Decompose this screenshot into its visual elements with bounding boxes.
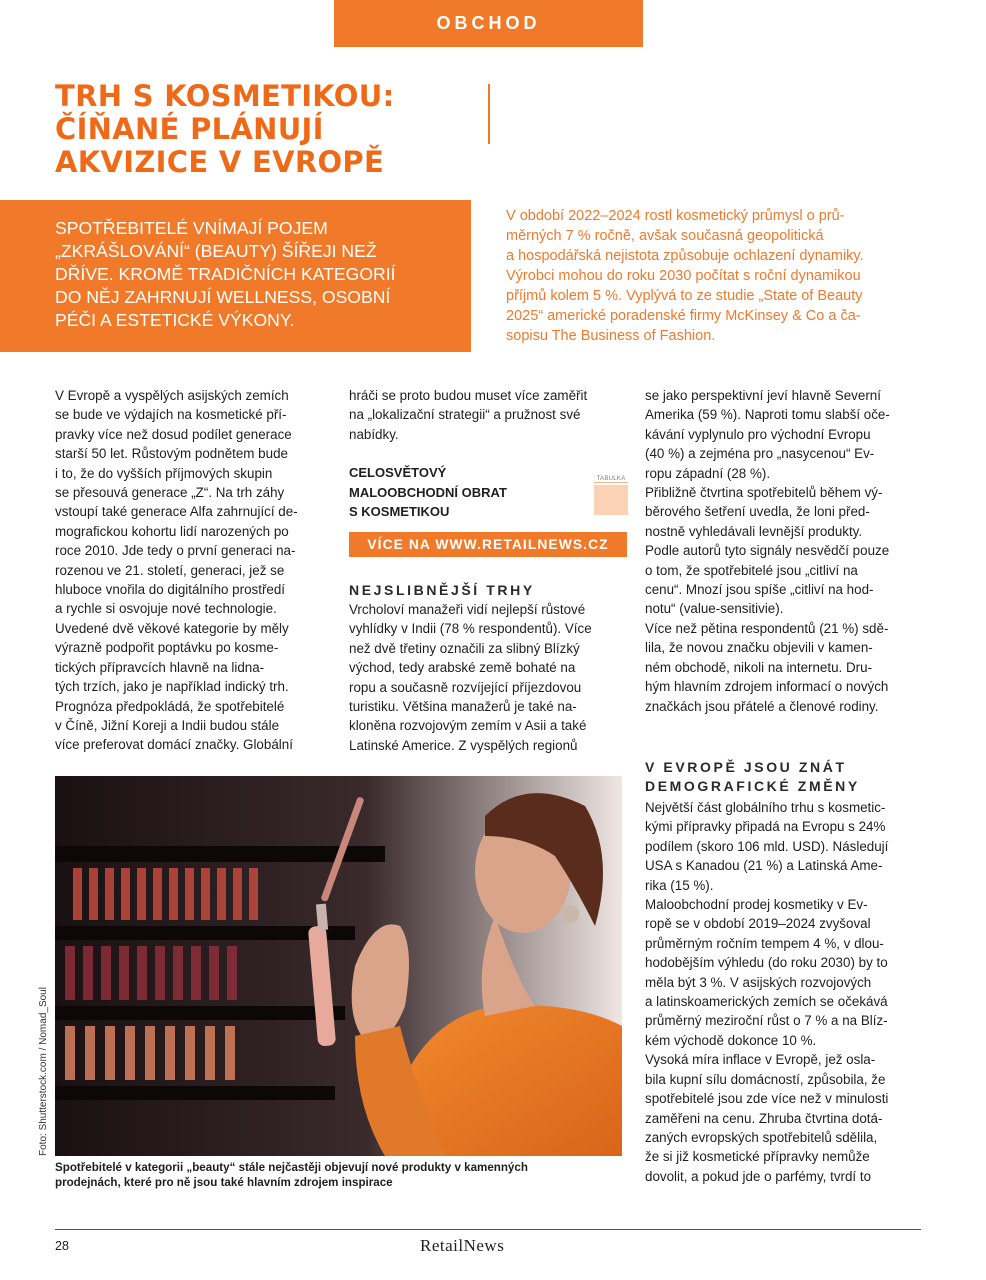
- body-line: měla být 3 %. V asijských rozvojových: [645, 974, 872, 990]
- table-box-title-line: MALOOBCHODNÍ OBRAT: [349, 484, 507, 500]
- body-line: kloněna rozvojovým zemím v Asii a také: [349, 718, 587, 734]
- lead-line: DO NĚJ ZAHRNUJÍ WELLNESS, OSOBNÍ: [55, 287, 391, 307]
- body-line: USA s Kanadou (21 %) a Latinská Ame-: [645, 858, 883, 874]
- headline-line: AKVIZICE V EVROPĚ: [55, 145, 385, 179]
- body-line: ropu západní (28 %).: [645, 465, 771, 481]
- body-line: vyhlídky v Indii (78 % respondentů). Více: [349, 621, 592, 637]
- lead-line: „ZKRÁŠLOVÁNÍ“ (BEAUTY) ŠÍŘEJI NEŽ: [55, 241, 377, 261]
- body-line: Více než pětina respondentů (21 %) sdě-: [645, 620, 889, 636]
- intro-paragraph: [506, 206, 936, 346]
- body-line: ném obchodě, nikoli na internetu. Dru-: [645, 659, 873, 675]
- body-line: ropě se v období 2019–2024 zvyšoval: [645, 916, 871, 932]
- table-box-title: [349, 463, 507, 522]
- lead-box: [0, 200, 471, 352]
- table-box-title-line: S KOSMETIKOU: [349, 504, 450, 520]
- intro-line: sopisu The Business of Fashion.: [506, 328, 716, 344]
- body-line: kými přípravky připadá na Evropu s 24%: [645, 819, 886, 835]
- body-line: kém východě dokonce 10 %.: [645, 1032, 817, 1048]
- subhead-line: NEJSLIBNĚJŠÍ TRHY: [349, 582, 535, 598]
- headline-line: TRH S KOSMETIKOU:: [55, 79, 395, 113]
- body-line: značkách jsou přátelé a členové rodiny.: [645, 698, 879, 714]
- body-line: Latinské Americe. Z vyspělých regionů: [349, 737, 578, 753]
- subhead-europe: [645, 758, 860, 796]
- body-line: zaných evropských spotřebitelů sdělila,: [645, 1129, 878, 1145]
- body-line: se bude ve výdajích na kosmetické pří-: [55, 407, 287, 423]
- body-line: hráči se proto budou muset více zaměřit: [349, 388, 588, 403]
- caption-line: prodejnách, které pro ně jsou také hlavním zdrojem inspirace: [55, 1176, 393, 1189]
- body-line: starší 50 let. Růstovým podnětem bude: [55, 446, 288, 462]
- body-column-1: [55, 386, 298, 755]
- body-line: Vysoká míra inflace v Evropě, jež osla-: [645, 1052, 876, 1068]
- body-line: notu“ (value-sensitivie).: [645, 601, 784, 617]
- intro-line: V období 2022–2024 rostl kosmetický průmysl o prů-: [506, 208, 845, 224]
- body-line: a rychle si osvojuje nové technologie.: [55, 601, 277, 617]
- body-line: rika (15 %).: [645, 877, 714, 893]
- intro-line: příjmů kolem 5 %. Vyplývá to ze studie „State of Beauty: [506, 288, 863, 304]
- table-box-title-line: CELOSVĚTOVÝ: [349, 465, 447, 480]
- section-tab: OBCHOD: [334, 0, 643, 47]
- body-line: průměrný meziroční růst o 7 % a na Blíz-: [645, 1013, 888, 1029]
- body-line: pravky více než dosud podílet generace: [55, 426, 292, 442]
- body-line: hodobějším výhledu (do roku 2030) by to: [645, 955, 888, 971]
- body-line: vstoupí také generace Alfa zahrnující de-: [55, 504, 298, 520]
- photo-caption: [55, 1160, 625, 1190]
- body-line: že si již kosmetické přípravky nemůže: [645, 1149, 870, 1165]
- body-line: (40 %) a zejména pro „nasycenou“ Ev-: [645, 446, 875, 462]
- body-line: Přibližně čtvrtina spotřebitelů během vý-: [645, 485, 883, 501]
- intro-line: 2025“ americké poradenské firmy McKinsey & Co a ča-: [506, 308, 861, 324]
- body-line: ropu a současně rozvíjející příjezdovou: [349, 679, 582, 695]
- body-line: se jako perspektivní jeví hlavně Severní: [645, 388, 881, 403]
- body-line: tých trzích, jako je například indický trh.: [55, 679, 289, 695]
- subhead-line: V EVROPĚ JSOU ZNÁT: [645, 759, 847, 775]
- body-line: v Číně, Jižní Koreji a Indii budou stále: [55, 717, 280, 733]
- footer-divider: [55, 1229, 921, 1230]
- article-photo: [55, 776, 622, 1156]
- page-number: 28: [55, 1239, 69, 1253]
- body-line: tických přípravcích hlavně na lidna-: [55, 659, 265, 675]
- body-column-3-top: [645, 386, 890, 716]
- body-line: hým hlavním zdrojem informací o nových: [645, 679, 889, 695]
- table-tag: TABULKA: [594, 476, 628, 483]
- body-line: hluboce vnořila do digitálního prostředí: [55, 582, 286, 598]
- more-link-button[interactable]: VÍCE NA WWW.RETAILNEWS.CZ: [349, 532, 627, 557]
- body-line: dovolit, a pokud jde o parfémy, tvrdí to: [645, 1168, 872, 1184]
- body-line: Vrcholoví manažeři vidí nejlepší růstové: [349, 602, 586, 617]
- photo-illustration: [55, 776, 622, 1156]
- body-column-2-bottom: [349, 600, 592, 755]
- subhead-markets: [349, 581, 535, 600]
- photo-credit: Foto: Shutterstock.com / Nomad_Soul: [38, 987, 49, 1156]
- body-line: turistiku. Většina manažerů je také na-: [349, 699, 577, 715]
- body-line: a latinskoamerických zemích se očekává: [645, 994, 888, 1010]
- body-line: cenu“. Mnozí jsou spíše „citliví na hod-: [645, 582, 874, 598]
- body-line: východ, tedy arabské země bohaté na: [349, 660, 576, 676]
- body-line: než dvě třetiny označili za slibný Blízký: [349, 640, 580, 656]
- brand-logo: RetailNews: [420, 1236, 505, 1255]
- headline: [55, 80, 475, 179]
- body-line: zaměřeni na cenu. Zhruba čtvrtina dotá-: [645, 1110, 883, 1126]
- body-line: o tom, že spotřebitelé jsou „citliví na: [645, 562, 858, 578]
- body-line: více preferovat domácí značky. Globální: [55, 737, 293, 753]
- body-line: V Evropě a vyspělých asijských zemích: [55, 388, 289, 403]
- body-line: Maloobchodní prodej kosmetiky v Ev-: [645, 897, 868, 913]
- body-line: mografickou kohortu lidí narozených po: [55, 523, 289, 539]
- body-line: bila kupní sílu domácností, způsobila, že: [645, 1071, 886, 1087]
- intro-line: Výrobci mohou do roku 2030 počítat s roční dynamikou: [506, 268, 861, 284]
- caption-line: Spotřebitelé v kategorii „beauty“ stále nejčastěji objevují nové produkty v kamenných: [55, 1161, 528, 1174]
- lead-line: DŘÍVE. KROMĚ TRADIČNÍCH KATEGORIÍ: [55, 264, 396, 284]
- table-thumbnail: [594, 485, 628, 515]
- subhead-line: DEMOGRAFICKÉ ZMĚNY: [645, 778, 860, 794]
- body-line: spotřebitelé jsou zde více než v minulosti: [645, 1091, 889, 1107]
- body-line: roce 2010. Jde tedy o první generaci na-: [55, 543, 296, 559]
- body-line: lila, že novou značku objevili v kamen-: [645, 640, 873, 656]
- body-column-3-bottom: [645, 798, 888, 1186]
- lead-line: SPOTŘEBITELÉ VNÍMAJÍ POJEM: [55, 218, 328, 238]
- body-line: Amerika (59 %). Naproti tomu slabší oče-: [645, 407, 890, 423]
- headline-line: ČÍŇANÉ PLÁNUJÍ: [55, 112, 324, 146]
- body-line: Prognóza předpokládá, že spotřebitelé: [55, 698, 285, 714]
- vertical-divider: [488, 84, 490, 144]
- body-line: Největší část globálního trhu s kosmetic-: [645, 800, 886, 815]
- intro-line: měrných 7 % ročně, avšak současná geopolitická: [506, 228, 824, 244]
- body-line: podílem (skoro 106 mld. USD). Následují: [645, 838, 889, 854]
- body-line: výrazně podpořit poptávku po kosme-: [55, 640, 279, 656]
- body-line: nostně vyhledávali levnější produkty.: [645, 523, 863, 539]
- body-line: Podle autorů tyto signály nesvědčí pouze: [645, 543, 890, 559]
- body-column-2-top: [349, 386, 587, 444]
- body-line: průměrným ročním tempem 4 %, v dlou-: [645, 935, 884, 951]
- body-line: rozenou ve 21. století, generaci, jež se: [55, 562, 285, 578]
- body-line: běrového šetření uvedla, že loni před-: [645, 504, 870, 520]
- lead-line: PÉČI A ESTETICKÉ VÝKONY.: [55, 310, 295, 330]
- body-line: se přesouvá generace „Z“. Na trh záhy: [55, 485, 285, 501]
- body-line: kávání vyplynulo pro východní Evropu: [645, 426, 871, 442]
- body-line: nabídky.: [349, 426, 399, 442]
- intro-line: a hospodářská nejistota způsobuje ochlazení dynamiky.: [506, 248, 864, 264]
- body-line: i to, že do vyšších příjmových skupin: [55, 465, 273, 481]
- body-line: Uvedené dvě věkové kategorie by měly: [55, 620, 289, 636]
- body-line: na „lokalizační strategii“ a pružnost své: [349, 407, 581, 423]
